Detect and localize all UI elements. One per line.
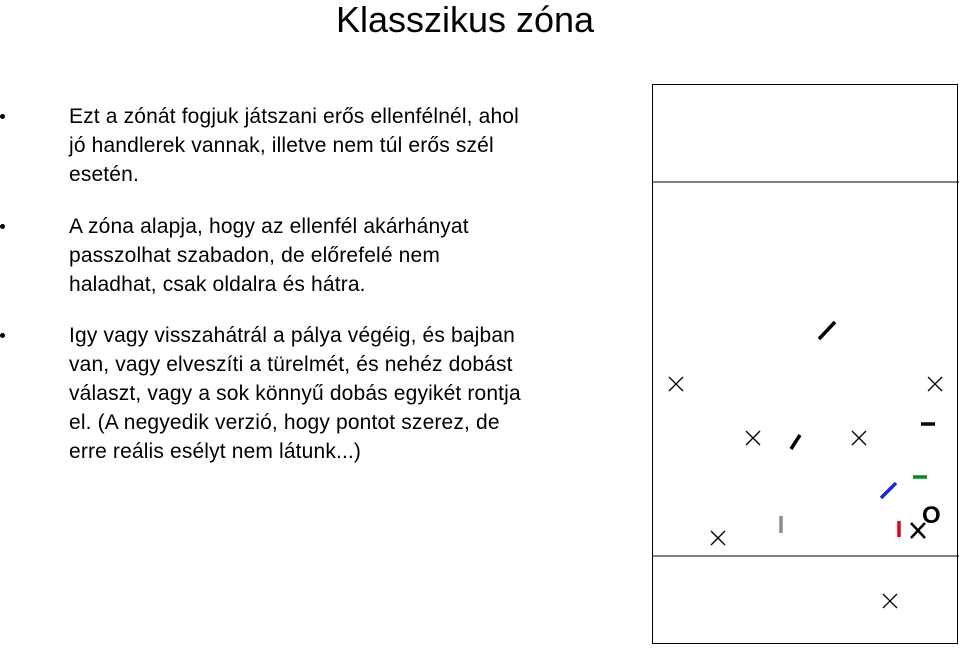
offense-player-x-icon	[852, 431, 866, 445]
handler-with-disc	[911, 502, 941, 538]
defense-markers	[781, 322, 935, 537]
bullet-item	[0, 321, 650, 466]
offense-player-x-icon	[746, 431, 760, 445]
offense-player-x-icon	[711, 531, 725, 545]
bullet-dot-icon	[0, 333, 5, 338]
slide-title: Klasszikus zóna	[335, 0, 595, 40]
bullet-dot-icon	[0, 114, 5, 119]
offense-markers	[669, 377, 942, 608]
disc-label: O	[922, 502, 941, 529]
offense-player-x-icon	[669, 377, 683, 391]
bullet-item	[0, 102, 650, 189]
field-diagram-svg	[653, 85, 959, 645]
offense-player-x-icon	[883, 594, 897, 608]
defender-mark	[791, 435, 800, 449]
field-diagram	[652, 84, 958, 644]
defender-mark-blue	[881, 483, 896, 498]
offense-player-x-icon	[928, 377, 942, 391]
defender-mark	[819, 322, 835, 339]
bullet-dot-icon	[0, 224, 5, 229]
bullet-item	[0, 212, 650, 299]
bullet-list	[0, 102, 650, 466]
bullet-text: A zóna alapja, hogy az ellenfél akárhányat passzolhat szabadon, de előrefelé nem haladhat, csak oldalra és hátra.	[69, 215, 469, 296]
bullet-text: Igy vagy visszahátrál a pálya végéig, és bajban van, vagy elveszíti a türelmét, és nehéz dobást választ, vagy a sok könnyű dobás egyikét rontja el. (A negyedik verzió, hogy pontot szerez, de erre reális esélyt nem látunk...)	[69, 324, 521, 463]
bullet-text: Ezt a zónát fogjuk játszani erős ellenfélnél, ahol jó handlerek vannak, illetve nem túl erős szél esetén.	[69, 105, 519, 186]
